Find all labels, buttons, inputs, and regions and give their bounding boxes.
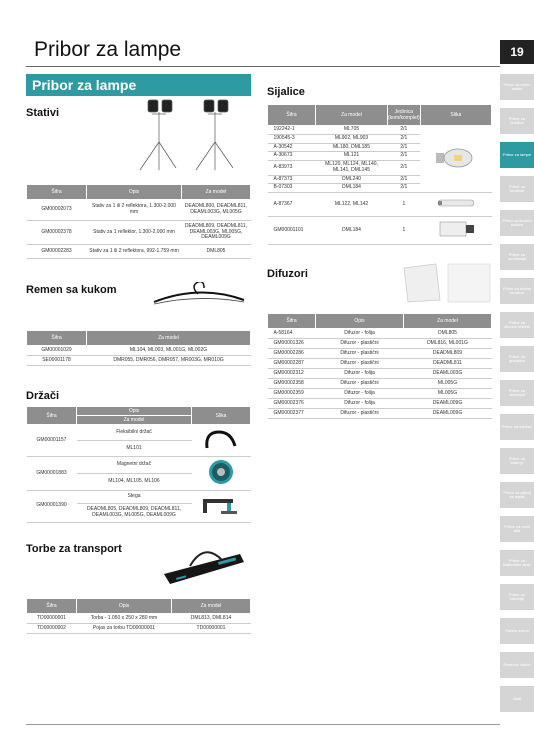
col-header: Opis bbox=[77, 599, 172, 614]
table-row bbox=[268, 389, 492, 399]
compact-bulb-image bbox=[434, 218, 478, 240]
transport-bag-image bbox=[160, 540, 248, 590]
cell: 2/1 bbox=[388, 126, 421, 135]
cell: A-83973 bbox=[268, 161, 316, 176]
table-row bbox=[27, 356, 251, 366]
cell: ML005G bbox=[404, 379, 492, 389]
tripod-image bbox=[128, 96, 243, 174]
table-row bbox=[268, 349, 492, 359]
table-row bbox=[268, 359, 492, 369]
cell: DML813, DML814 bbox=[172, 614, 251, 624]
difuzori-table bbox=[267, 313, 492, 419]
side-tab-17[interactable]: Rezervni delovi bbox=[500, 652, 534, 678]
side-tab-4[interactable]: Pribor za kružne testere bbox=[500, 210, 534, 236]
cell: GM00001101 bbox=[268, 217, 316, 245]
cell: GM00002287 bbox=[268, 359, 316, 369]
cell: 2/1 bbox=[388, 134, 421, 143]
cell: DML184 bbox=[316, 184, 388, 193]
cell: 1 bbox=[388, 217, 421, 245]
cell: ML121 bbox=[316, 152, 388, 161]
cell: ML902, ML903 bbox=[316, 134, 388, 143]
side-tab-12[interactable]: Pribor za pištolj za lepak bbox=[500, 482, 534, 508]
col-header: Za model bbox=[87, 331, 251, 346]
cell: GM00002377 bbox=[268, 409, 316, 419]
cell: DML240 bbox=[316, 175, 388, 184]
side-tab-14[interactable]: Pribor za baštenske alate bbox=[500, 550, 534, 576]
cell: GM00002378 bbox=[27, 221, 87, 245]
section-title-drzaci: Držači bbox=[26, 390, 60, 402]
cell: A-87373 bbox=[268, 175, 316, 184]
section-title-remen: Remen sa kukom bbox=[26, 284, 117, 296]
cell bbox=[192, 457, 251, 491]
section-title-difuzori: Difuzori bbox=[267, 268, 308, 280]
side-tab-11[interactable]: Pribor za baterije bbox=[500, 448, 534, 474]
cell: TD00000001 bbox=[172, 624, 251, 634]
cell: B-07303 bbox=[268, 184, 316, 193]
side-tab-16[interactable]: Radna odeća bbox=[500, 618, 534, 644]
cell: Fleksibilni držač bbox=[77, 425, 192, 441]
cell: GM00002358 bbox=[268, 379, 316, 389]
tube-bulb-image bbox=[434, 195, 478, 211]
table-row bbox=[268, 409, 492, 419]
section-title-torbe: Torbe za transport bbox=[26, 543, 122, 555]
side-tab-5[interactable]: Pribor za rendisanje bbox=[500, 244, 534, 270]
side-tab-0[interactable]: Pribor za reznu alatku bbox=[500, 74, 534, 100]
table-row bbox=[268, 369, 492, 379]
cell: GM00002359 bbox=[268, 389, 316, 399]
cell: Difuzor - folija bbox=[316, 329, 404, 339]
cell: Magnetni držač bbox=[77, 457, 192, 474]
side-tab-2[interactable]: Pribor za lampe bbox=[500, 142, 534, 168]
cell: 190545-3 bbox=[268, 134, 316, 143]
table-row bbox=[27, 245, 251, 259]
cell: A-87367 bbox=[268, 193, 316, 217]
table-row bbox=[27, 346, 251, 356]
col-header: Slika bbox=[192, 407, 251, 425]
cell: GM00001326 bbox=[268, 339, 316, 349]
bulb-image bbox=[434, 143, 478, 173]
cell: Difuzor - plastični bbox=[316, 339, 404, 349]
col-header: Za model bbox=[404, 314, 492, 329]
bottom-divider bbox=[26, 724, 500, 725]
page-title: Pribor za lampe bbox=[34, 38, 182, 61]
cell: 2/1 bbox=[388, 161, 421, 176]
remen-table bbox=[26, 330, 251, 366]
cell bbox=[420, 126, 491, 193]
cell: DEAML009G bbox=[404, 409, 492, 419]
cell: ML180, DML185 bbox=[316, 143, 388, 152]
cell: GM00001390 bbox=[27, 490, 77, 522]
drzaci-table bbox=[26, 406, 251, 523]
section-title-stativi: Stativi bbox=[26, 107, 60, 119]
cell: Difuzor - plastični bbox=[316, 379, 404, 389]
cell: Pojas za torbu TD00000001 bbox=[77, 624, 172, 634]
side-tab-18[interactable]: Alati bbox=[500, 686, 534, 712]
side-tab-6[interactable]: Pribor za tračne brusilice bbox=[500, 278, 534, 304]
cell: A-58164 bbox=[268, 329, 316, 339]
cell: ML120, ML124, ML140, ML141, DML145 bbox=[316, 161, 388, 176]
table-row bbox=[268, 379, 492, 389]
cell: Torba - 1.050 x 250 x 280 mm bbox=[77, 614, 172, 624]
cell: DML184 bbox=[316, 217, 388, 245]
cell: Difuzor - folija bbox=[316, 369, 404, 379]
table-row bbox=[268, 329, 492, 339]
cell: 2/1 bbox=[388, 152, 421, 161]
cell: ML104, ML003, ML001G, ML002G bbox=[87, 346, 251, 356]
cell: DML805 bbox=[182, 245, 251, 259]
table-row bbox=[27, 200, 251, 221]
page-edge bbox=[500, 0, 534, 40]
col-header: Jedinica (kom/komplet) bbox=[388, 105, 421, 126]
table-row bbox=[268, 126, 492, 135]
cell: Stativ za 1 ili 2 reflektora, 1.300-2.000 mm bbox=[87, 200, 182, 221]
col-header: Šifra bbox=[27, 185, 87, 200]
side-tab-15[interactable]: Pribor za čišćenje bbox=[500, 584, 534, 610]
cell: DEADML811 bbox=[404, 359, 492, 369]
cell: DEADML809, DEADML811, DEAML003G, ML005G, DEAML009G bbox=[182, 221, 251, 245]
col-header: Šifra bbox=[268, 314, 316, 329]
cell: ML101 bbox=[77, 441, 192, 457]
cell: Stativ za 1 reflektor, 1.300-2.000 mm bbox=[87, 221, 182, 245]
cell: A-30673 bbox=[268, 152, 316, 161]
cell: GM00001883 bbox=[27, 457, 77, 491]
cell: GM00002283 bbox=[27, 245, 87, 259]
cell: DML816, ML001G bbox=[404, 339, 492, 349]
cell: TD00000001 bbox=[27, 614, 77, 624]
col-header: Za model bbox=[182, 185, 251, 200]
cell: Difuzor - folija bbox=[316, 389, 404, 399]
cell: Difuzor - plastični bbox=[316, 409, 404, 419]
table-row bbox=[27, 614, 251, 624]
cell: 192242-1 bbox=[268, 126, 316, 135]
cell: ML122, ML142 bbox=[316, 193, 388, 217]
cell: DEADML805, DEADML809, DEADML811, DEAML003G, ML005G, DEAML009G bbox=[77, 503, 192, 522]
table-row bbox=[268, 217, 492, 245]
cell: DEADML809 bbox=[404, 349, 492, 359]
side-tab-10[interactable]: Pribor za sabirač bbox=[500, 414, 534, 440]
cell: ML705 bbox=[316, 126, 388, 135]
col-header: Opis bbox=[77, 407, 192, 416]
col-header: Za model bbox=[316, 105, 388, 126]
cell bbox=[192, 490, 251, 522]
section-title-sijalice: Sijalice bbox=[267, 86, 305, 98]
cell: GM00002312 bbox=[268, 369, 316, 379]
page-number: 19 bbox=[500, 40, 534, 64]
cell: GM00002073 bbox=[27, 200, 87, 221]
col-header: Opis bbox=[87, 185, 182, 200]
cell: DEADML800, DEADML811, DEAML003G, ML005G bbox=[182, 200, 251, 221]
col-header: Šifra bbox=[27, 407, 77, 425]
col-header: Šifra bbox=[268, 105, 316, 126]
cell bbox=[192, 425, 251, 457]
side-tab-1[interactable]: Pribor za bušilice bbox=[500, 108, 534, 134]
clamp-image bbox=[199, 493, 243, 517]
cell: 2/1 bbox=[388, 184, 421, 193]
strap-hook-image bbox=[150, 282, 250, 316]
stativi-table bbox=[26, 184, 251, 259]
side-tab-7[interactable]: Pribor za ubodne testere bbox=[500, 312, 534, 338]
cell: Stega bbox=[77, 490, 192, 503]
cell: 2/1 bbox=[388, 175, 421, 184]
flexible-holder-image bbox=[201, 426, 241, 452]
table-row bbox=[27, 425, 251, 441]
side-tab-9[interactable]: Pribor za usisivače bbox=[500, 380, 534, 406]
cell: DML805 bbox=[404, 329, 492, 339]
cell: 2/1 bbox=[388, 143, 421, 152]
col-header: Šifra bbox=[27, 331, 87, 346]
magnetic-holder-image bbox=[201, 458, 241, 486]
cell: Difuzor - folija bbox=[316, 399, 404, 409]
torbe-table bbox=[26, 598, 251, 634]
cell: Difuzor - plastični bbox=[316, 349, 404, 359]
top-divider bbox=[26, 66, 500, 67]
cell: GM00002286 bbox=[268, 349, 316, 359]
cell: Stativ za 1 ili 2 reflektora, 992-1.759 mm bbox=[87, 245, 182, 259]
col-header: Šifra bbox=[27, 599, 77, 614]
cell bbox=[420, 217, 491, 245]
cell: GM00001029 bbox=[27, 346, 87, 356]
cell bbox=[420, 193, 491, 217]
side-tab-13[interactable]: Pribor za multi alat bbox=[500, 516, 534, 542]
cell: 1 bbox=[388, 193, 421, 217]
col-header: Za model bbox=[172, 599, 251, 614]
cell: DMR055, DMR056, DMR057, MR003G, MR010G bbox=[87, 356, 251, 366]
cell: DEAML003G bbox=[404, 369, 492, 379]
col-subheader: Za model bbox=[77, 416, 192, 425]
table-row bbox=[268, 339, 492, 349]
cell: TD00000002 bbox=[27, 624, 77, 634]
diffuser-image bbox=[400, 258, 495, 306]
cell: SE00001178 bbox=[27, 356, 87, 366]
cell: GM00001157 bbox=[27, 425, 77, 457]
cell: GM00002376 bbox=[268, 399, 316, 409]
table-row bbox=[268, 193, 492, 217]
cell: ML005G bbox=[404, 389, 492, 399]
table-row bbox=[27, 221, 251, 245]
sijalice-table bbox=[267, 104, 492, 245]
cell: Difuzor - plastični bbox=[316, 359, 404, 369]
side-tab-3[interactable]: Pribor za brusilice bbox=[500, 176, 534, 202]
side-tabs bbox=[500, 74, 534, 720]
table-row bbox=[27, 490, 251, 503]
cell: DEAML009G bbox=[404, 399, 492, 409]
side-tab-8[interactable]: Pribor za glodalice bbox=[500, 346, 534, 372]
section-banner: Pribor za lampe bbox=[26, 74, 251, 96]
cell: ML104, ML105, ML106 bbox=[77, 473, 192, 490]
col-header: Slika bbox=[420, 105, 491, 126]
cell: A-30542 bbox=[268, 143, 316, 152]
col-header: Opis bbox=[316, 314, 404, 329]
table-row bbox=[27, 457, 251, 474]
table-row bbox=[27, 624, 251, 634]
table-row bbox=[268, 399, 492, 409]
